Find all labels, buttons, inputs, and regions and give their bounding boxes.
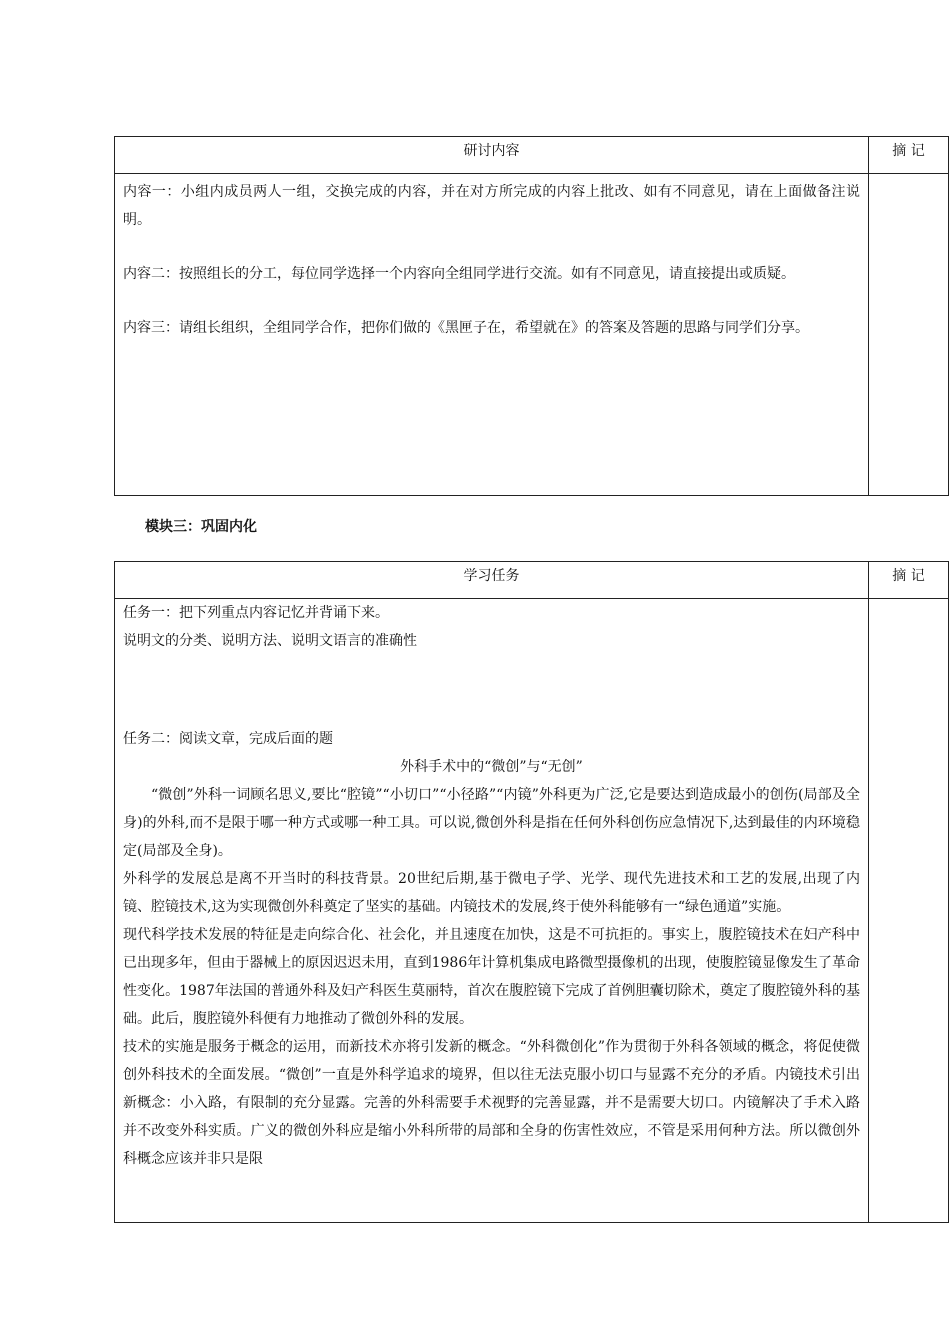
discussion-notes-cell (869, 174, 949, 496)
discussion-item-3: 内容三：请组长组织，全组同学合作，把你们做的《黑匣子在，希望就在》的答案及答题的思路与同学们分享。 (123, 320, 809, 336)
task-two: 任务二：阅读文章，完成后面的题 (123, 731, 333, 747)
discussion-item-1: 内容一：小组内成员两人一组，交换完成的内容，并在对方所完成的内容上批改、如有不同意见，请在上面做备注说明。 (123, 184, 860, 228)
article-paragraph-4: 技术的实施是服务于概念的运用，而新技术亦将引发新的概念。“外科微创化”作为贯彻于外科各领域的概念，将促使微创外科技术的全面发展。“微创”一直是外科学追求的境界，但以往无法克服小切口与显露不充分的矛盾。内镜技术引出新概念：小入路，有限制的充分显露。完善的外科需要手术视野的完善显露，并不是需要大切口。内镜解决了手术入路并不改变外科实质。广义的微创外科应是缩小外科所带的局部和全身的伤害性效应，不管是采用何种方法。所以微创外科概念应该并非只是限 (123, 1039, 860, 1167)
learning-task-notes-header: 摘 记 (869, 562, 949, 599)
article-paragraph-1: “微创”外科一词顾名思义,要比“腔镜”“小切口”“小径路”“内镜”外科更为广泛,它是要达到造成最小的创伤(局部及全身)的外科,而不是限于哪一种方式或哪一种工具。可以说,微创外科是指在任何外科创伤应急情况下,达到最佳的内环境稳定(局部及全身)。 (123, 787, 860, 859)
article-paragraph-3: 现代科学技术发展的特征是走向综合化、社会化，并且速度在加快，这是不可抗拒的。事实上，腹腔镜技术在妇产科中已出现多年，但由于器械上的原因迟迟未用，直到1986年计算机集成电路微型摄像机的出现，使腹腔镜显像发生了革命性变化。1987年法国的普通外科及妇产科医生莫丽特，首次在腹腔镜下完成了首例胆囊切除术，奠定了腹腔镜外科的基础。此后，腹腔镜外科便有力地推动了微创外科的发展。 (123, 927, 860, 1027)
article-paragraph-2: 外科学的发展总是离不开当时的科技背景。20世纪后期,基于微电子学、光学、现代先进技术和工艺的发展,出现了内镜、腔镜技术,这为实现微创外科奠定了坚实的基础。内镜技术的发展,终于使外科能够有一“绿色通道”实施。 (123, 871, 860, 915)
discussion-item-2: 内容二：按照组长的分工，每位同学选择一个内容向全组同学进行交流。如有不同意见，请直接提出或质疑。 (123, 266, 795, 282)
learning-task-table (114, 561, 949, 1223)
learning-task-header: 学习任务 (115, 562, 869, 599)
discussion-notes-header: 摘 记 (869, 137, 949, 174)
discussion-content (115, 174, 869, 496)
article-title: 外科手术中的“微创”与“无创” (400, 759, 583, 775)
discussion-table (114, 136, 949, 496)
task-one: 任务一：把下列重点内容记忆并背诵下来。 (123, 605, 389, 621)
learning-task-content (115, 599, 869, 1223)
discussion-header: 研讨内容 (115, 137, 869, 174)
module-heading: 模块三：巩固内化 (145, 519, 257, 535)
task-one-content: 说明文的分类、说明方法、说明文语言的准确性 (123, 633, 417, 649)
learning-task-notes-cell (869, 599, 949, 1223)
